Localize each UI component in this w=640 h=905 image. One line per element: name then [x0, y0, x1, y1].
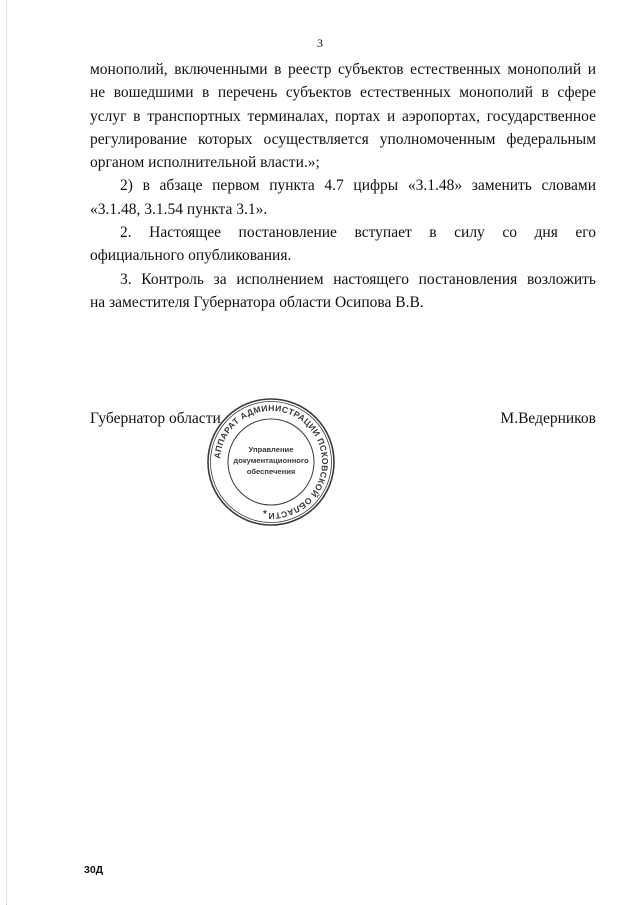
document-body	[90, 58, 596, 314]
stamp-star-icon: *	[263, 509, 267, 520]
text-line: регулирование которых осуществляется уполномоченным федеральным	[90, 130, 596, 148]
footer-code: 30Д	[84, 864, 104, 876]
official-stamp	[205, 396, 337, 528]
signature-title: Губернатор области	[90, 410, 221, 427]
text-line: на заместителя Губернатора области Осипова В.В.	[90, 293, 424, 311]
page-number: 3	[317, 36, 323, 50]
text-line: монополий, включенными в реестр субъектов естественных монополий и	[90, 61, 596, 78]
stamp-center-line: Управление	[248, 445, 294, 454]
text-line: услуг в транспортных терминалах, портах и аэропортах, государственное	[90, 107, 596, 125]
stamp-center-line: документационного	[233, 456, 309, 465]
text-line: официального опубликования.	[90, 247, 292, 265]
stamp-ring-text: АППАРАТ АДМИНИСТРАЦИИ ПСКОВСКОЙ ОБЛАСТИ	[212, 402, 331, 522]
text-line: органом исполнительной власти.»;	[90, 154, 320, 172]
text-line: не вошедшими в перечень субъектов естественных монополий в сфере	[90, 84, 596, 102]
text-line: «3.1.48, 3.1.54 пункта 3.1».	[90, 200, 268, 218]
text-line: 2. Настоящее постановление вступает в силу со дня его	[120, 224, 596, 242]
text-line: 2) в абзаце первом пункта 4.7 цифры «3.1.48» заменить словами	[120, 177, 596, 195]
stamp-center-line: обеспечения	[246, 467, 296, 476]
scan-edge	[6, 0, 7, 905]
text-line: 3. Контроль за исполнением настоящего постановления возложить	[120, 270, 596, 288]
signature-name: М.Ведерников	[500, 410, 596, 427]
